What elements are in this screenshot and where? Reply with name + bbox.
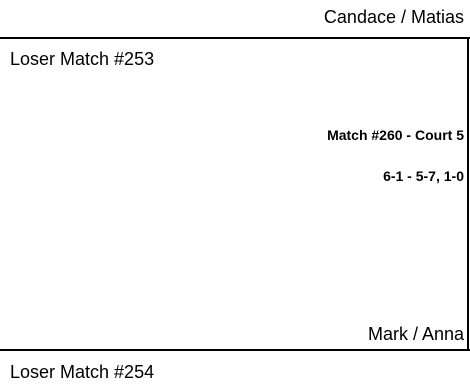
bracket-right-line bbox=[467, 37, 469, 351]
match-score: 6-1 - 5-7, 1-0 bbox=[383, 168, 464, 184]
bottom-source-label: Loser Match #254 bbox=[10, 362, 155, 382]
bracket-top-line bbox=[0, 37, 470, 39]
top-source-label: Loser Match #253 bbox=[10, 49, 155, 69]
bracket-bottom-line bbox=[0, 349, 470, 351]
top-team-name: Candace / Matias bbox=[323, 7, 464, 27]
bottom-team-name: Mark / Anna bbox=[367, 324, 464, 344]
match-label: Match #260 - Court 5 bbox=[327, 127, 464, 143]
